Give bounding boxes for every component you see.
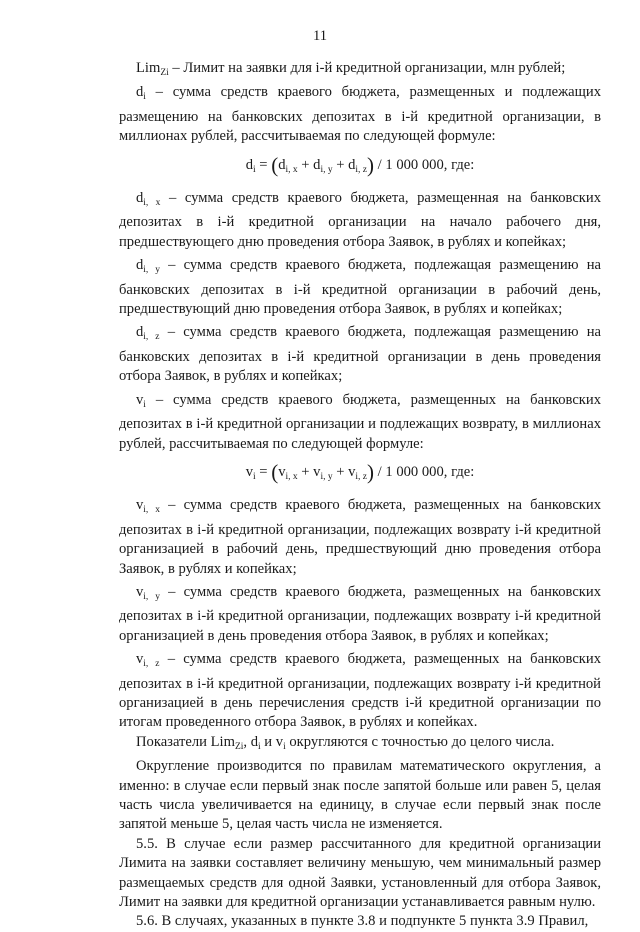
- formula-term: d: [278, 156, 286, 173]
- text: и v: [260, 733, 284, 750]
- formula-term: v: [278, 463, 286, 480]
- definition-text: – сумма средств краевого бюджета, размещенных на банковских депозитах в i-й кредитной организации, подлежащих возврату i-й кредитной организацией в день проведения отбора Заявок, в рублях и копейках;: [119, 583, 602, 644]
- formula-plus: +: [297, 463, 314, 480]
- subscript: i, z: [143, 332, 160, 343]
- formula-lhs: v: [245, 463, 254, 480]
- formula-v: [119, 459, 601, 487]
- document-body: [119, 59, 601, 932]
- formula-paren: (: [271, 459, 279, 484]
- paragraph-v-definition: [119, 391, 601, 454]
- page-number: 11: [312, 28, 328, 44]
- paragraph-diz: [119, 323, 601, 386]
- symbol: v: [136, 651, 144, 668]
- symbol: d: [136, 190, 144, 207]
- paragraph-viy: [119, 583, 601, 646]
- formula-term: d: [313, 156, 321, 173]
- formula-divisor: / 1 000 000: [374, 463, 444, 480]
- subscript: Zi: [234, 741, 244, 752]
- paragraph-vix: [119, 496, 601, 579]
- formula-plus: +: [332, 463, 349, 480]
- formula-paren: ): [367, 152, 375, 177]
- subscript: i, y: [143, 591, 160, 602]
- symbol: v: [136, 497, 144, 514]
- subscript: Zi: [160, 68, 169, 78]
- definition-text: – сумма средств краевого бюджета, подлежащая размещению на банковских депозитах в i-й кредитной организации в день проведения отбора Заявок, в рублях и копейках;: [119, 324, 601, 385]
- formula-eq: =: [255, 463, 272, 480]
- subscript: i: [143, 399, 146, 410]
- subscript: i, x: [143, 198, 161, 209]
- subscript: i, z: [355, 471, 368, 482]
- subscript: i: [143, 92, 146, 103]
- paragraph-diy: [119, 256, 601, 319]
- formula-tail: , где:: [443, 156, 475, 173]
- formula-lhs: d: [245, 156, 254, 173]
- text: округляются с точностью до целого числа.: [285, 733, 555, 750]
- definition-text: – сумма средств краевого бюджета, размещенных на банковских депозитах в i-й кредитной организации, подлежащих возврату i-й кредитной организацией в рабочий день, предшествующий дню проведения отбора Заявок, в рублях и копейках;: [119, 497, 602, 577]
- subscript: i, x: [285, 164, 298, 175]
- subscript: i, y: [320, 471, 333, 482]
- subscript: i, z: [143, 659, 160, 670]
- definition-text: – сумма средств краевого бюджета, размещенных на банковских депозитах в i-й кредитной организации, подлежащих возврату i-й кредитной организацией в день перечисления средств i-й кредитной организации по итогам проведенного отбора Заявок, в рублях и копейках.: [119, 651, 602, 731]
- paragraph-5-6: 5.6. В случаях, указанных в пункте 3.8 и подпункте 5 пункта 3.9 Правил,: [136, 913, 589, 930]
- paragraph-rounding-rule: Округление производится по правилам математического округления, а именно: в случае если первый знак после запятой больше или равен 5, целая часть числа увеличивается на единицу, в случае если первый знак после запятой меньше 5, целая часть числа не изменяется.: [119, 758, 601, 833]
- formula-plus: +: [332, 156, 349, 173]
- symbol: d: [136, 84, 144, 101]
- paragraph-5-5: 5.5. В случае если размер рассчитанного для кредитной организации Лимита на заявки составляет величину меньшую, чем минимальный размер размещаемых средств для одной Заявки, установленный для отбора Заявок, Лимит на заявки для кредитной организации устанавливается равным нулю.: [119, 835, 601, 911]
- formula-paren: ): [367, 459, 375, 484]
- definition-text: – сумма средств краевого бюджета, размещенных и подлежащих размещению на банковских депозитах в i-й кредитной организации, в миллионах рублей, рассчитываемая по следующей формуле:: [119, 84, 601, 145]
- subscript: i, x: [285, 471, 298, 482]
- subscript: i: [283, 741, 286, 752]
- formula-d: [119, 152, 601, 180]
- subscript: i, z: [355, 164, 368, 175]
- paragraph-rounding: [119, 733, 601, 757]
- text: Показатели Lim: [136, 733, 235, 750]
- symbol: d: [136, 257, 144, 274]
- definition-text: – Лимит на заявки для i-й кредитной организации, млн рублей;: [168, 60, 566, 76]
- formula-term: v: [348, 463, 356, 480]
- formula-term: v: [313, 463, 321, 480]
- symbol: Lim: [136, 60, 161, 76]
- definition-text: – сумма средств краевого бюджета, размещенная на банковских депозитах в i-й кредитной организации на начало рабочего дня, предшествующего дню проведения отбора Заявок, в рублях и копейках;: [119, 190, 602, 250]
- symbol: v: [136, 391, 144, 408]
- formula-plus: +: [297, 156, 314, 173]
- formula-eq: =: [255, 156, 272, 173]
- subscript: i: [258, 741, 261, 752]
- paragraph-lim-definition: [119, 59, 601, 83]
- definition-text: – сумма средств краевого бюджета, размещенных на банковских депозитах в i-й кредитной организации и подлежащих возврату, в миллионах рублей, рассчитываемая по следующей формуле:: [119, 391, 601, 452]
- symbol: v: [136, 583, 144, 600]
- symbol: d: [136, 324, 144, 341]
- text: , d: [243, 733, 259, 750]
- subscript: i, y: [320, 164, 333, 175]
- definition-text: – сумма средств краевого бюджета, подлежащая размещению на банковских депозитах в i-й кредитной организации в рабочий день, предшествующий дню проведения отбора Заявок, в рублях и копейках;: [119, 257, 601, 318]
- paragraph-d-definition: [119, 83, 601, 146]
- formula-tail: , где:: [443, 463, 475, 480]
- subscript: i, x: [143, 505, 160, 516]
- paragraph-viz: [119, 650, 601, 733]
- formula-divisor: / 1 000 000: [374, 156, 444, 173]
- subscript: i, y: [143, 265, 160, 276]
- formula-paren: (: [271, 152, 279, 177]
- subscript: i: [253, 164, 256, 175]
- subscript: i: [253, 471, 256, 482]
- paragraph-dix: [119, 189, 601, 252]
- formula-term: d: [348, 156, 356, 173]
